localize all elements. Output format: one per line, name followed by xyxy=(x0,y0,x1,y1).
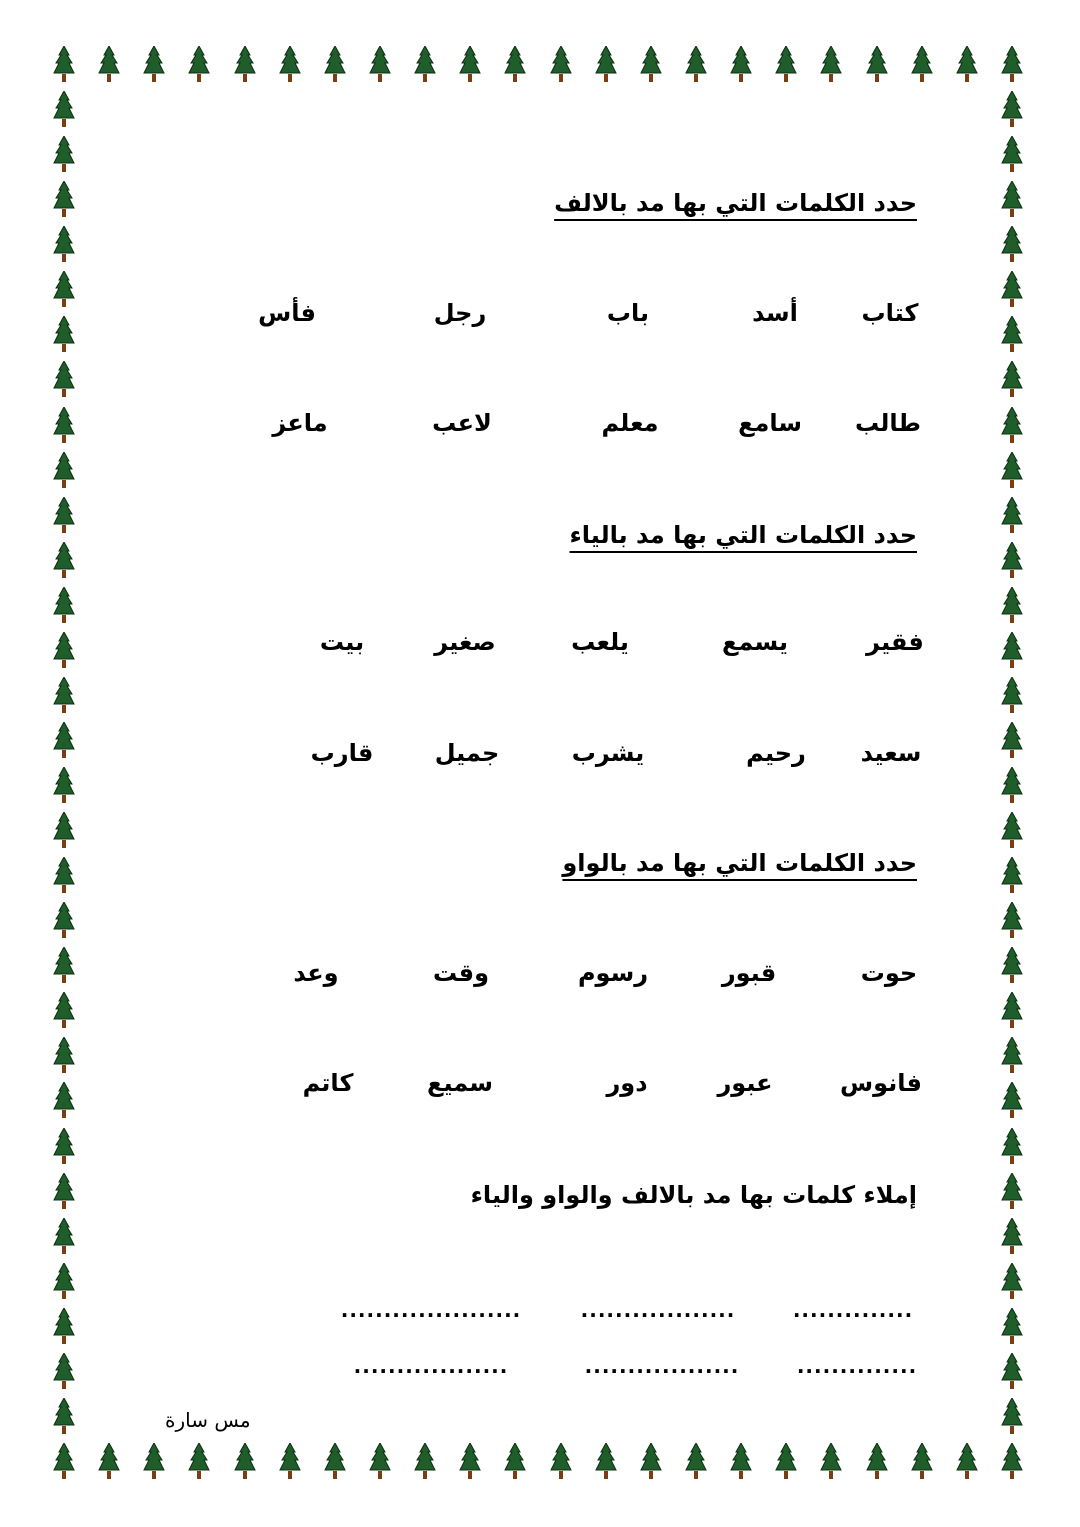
tree-icon xyxy=(143,1443,165,1479)
section-heading: حدد الكلمات التي بها مد بالواو xyxy=(562,849,917,877)
tree-icon xyxy=(324,1443,346,1479)
tree-icon xyxy=(595,1443,617,1479)
tree-icon xyxy=(1001,1037,1023,1073)
tree-icon xyxy=(550,46,572,82)
dictation-blank: .................. xyxy=(353,1354,509,1378)
tree-icon xyxy=(53,91,75,127)
tree-icon xyxy=(188,46,210,82)
word: دور xyxy=(606,1069,648,1097)
tree-icon xyxy=(53,857,75,893)
tree-icon xyxy=(1001,181,1023,217)
tree-icon xyxy=(53,1037,75,1073)
tree-icon xyxy=(1001,91,1023,127)
tree-icon xyxy=(53,722,75,758)
word: حوت xyxy=(860,959,918,987)
tree-icon xyxy=(866,1443,888,1479)
tree-icon xyxy=(1001,361,1023,397)
tree-icon xyxy=(1001,316,1023,352)
tree-icon xyxy=(1001,1308,1023,1344)
tree-icon xyxy=(53,407,75,443)
tree-icon xyxy=(324,46,346,82)
word: رسوم xyxy=(577,959,649,987)
tree-icon xyxy=(279,46,301,82)
tree-icon xyxy=(685,46,707,82)
tree-icon xyxy=(53,46,75,82)
tree-icon xyxy=(53,1082,75,1118)
tree-icon xyxy=(53,1398,75,1434)
tree-icon xyxy=(143,46,165,82)
tree-icon xyxy=(459,46,481,82)
tree-icon xyxy=(1001,497,1023,533)
word: معلم xyxy=(601,409,659,437)
tree-icon xyxy=(1001,632,1023,668)
tree-icon xyxy=(53,1353,75,1389)
tree-icon xyxy=(53,542,75,578)
word: كاتم xyxy=(302,1069,354,1097)
tree-icon xyxy=(1001,407,1023,443)
word: جميل xyxy=(434,739,500,767)
tree-icon xyxy=(504,46,526,82)
tree-icon xyxy=(53,587,75,623)
word: ماعز xyxy=(272,409,328,437)
tree-icon xyxy=(1001,812,1023,848)
word: وعد xyxy=(293,959,339,987)
word: أسد xyxy=(752,299,798,327)
tree-icon xyxy=(550,1443,572,1479)
tree-icon xyxy=(369,46,391,82)
tree-icon xyxy=(775,46,797,82)
word: باب xyxy=(606,299,650,327)
tree-icon xyxy=(234,1443,256,1479)
tree-icon xyxy=(53,1173,75,1209)
word: صغير xyxy=(434,628,496,656)
tree-icon xyxy=(1001,992,1023,1028)
tree-icon xyxy=(53,181,75,217)
word: رحيم xyxy=(746,739,806,767)
tree-icon xyxy=(53,767,75,803)
tree-icon xyxy=(1001,1398,1023,1434)
tree-icon xyxy=(1001,226,1023,262)
word: فأس xyxy=(258,299,316,327)
tree-icon xyxy=(53,632,75,668)
tree-icon xyxy=(279,1443,301,1479)
tree-icon xyxy=(53,1308,75,1344)
section-heading: حدد الكلمات التي بها مد بالياء xyxy=(569,521,917,549)
tree-icon xyxy=(1001,46,1023,82)
tree-icon xyxy=(1001,1263,1023,1299)
tree-icon xyxy=(1001,1218,1023,1254)
tree-icon xyxy=(53,361,75,397)
tree-icon xyxy=(1001,1082,1023,1118)
tree-icon xyxy=(414,46,436,82)
tree-icon xyxy=(53,271,75,307)
tree-icon xyxy=(595,46,617,82)
tree-icon xyxy=(820,46,842,82)
tree-icon xyxy=(685,1443,707,1479)
word: سامع xyxy=(738,409,802,437)
word: كتاب xyxy=(861,299,919,327)
tree-icon xyxy=(53,812,75,848)
tree-icon xyxy=(1001,542,1023,578)
tree-icon xyxy=(730,46,752,82)
tree-icon xyxy=(234,46,256,82)
word: طالب xyxy=(854,409,922,437)
tree-icon xyxy=(1001,677,1023,713)
teacher-signature: مس سارة xyxy=(165,1408,251,1432)
tree-icon xyxy=(1001,947,1023,983)
word: يشرب xyxy=(571,739,645,767)
tree-icon xyxy=(730,1443,752,1479)
word: وقت xyxy=(432,959,490,987)
tree-icon xyxy=(188,1443,210,1479)
tree-icon xyxy=(369,1443,391,1479)
tree-icon xyxy=(459,1443,481,1479)
dictation-blank: ..................... xyxy=(340,1298,522,1322)
word: فانوس xyxy=(840,1069,922,1097)
tree-icon xyxy=(640,1443,662,1479)
tree-icon xyxy=(1001,1173,1023,1209)
word: عبور xyxy=(717,1069,773,1097)
word: قبور xyxy=(721,959,777,987)
tree-icon xyxy=(53,316,75,352)
word: قارب xyxy=(310,739,374,767)
tree-icon xyxy=(956,46,978,82)
word: لاعب xyxy=(432,409,492,437)
tree-icon xyxy=(1001,857,1023,893)
tree-icon xyxy=(1001,587,1023,623)
tree-icon xyxy=(1001,271,1023,307)
tree-icon xyxy=(53,677,75,713)
tree-icon xyxy=(775,1443,797,1479)
dictation-blank: .................. xyxy=(580,1298,736,1322)
tree-icon xyxy=(53,1128,75,1164)
section-heading: حدد الكلمات التي بها مد بالالف xyxy=(554,189,917,217)
tree-icon xyxy=(1001,1443,1023,1479)
tree-icon xyxy=(414,1443,436,1479)
word: سعيد xyxy=(860,739,922,767)
tree-icon xyxy=(53,497,75,533)
word: فقير xyxy=(866,628,924,656)
tree-icon xyxy=(98,46,120,82)
dictation-heading: إملاء كلمات بها مد بالالف والواو والياء xyxy=(470,1181,917,1209)
dictation-blank: .............. xyxy=(792,1298,914,1322)
tree-icon xyxy=(504,1443,526,1479)
word: يسمع xyxy=(722,628,788,656)
tree-icon xyxy=(98,1443,120,1479)
tree-icon xyxy=(1001,722,1023,758)
tree-icon xyxy=(1001,136,1023,172)
word: بيت xyxy=(319,628,365,656)
tree-icon xyxy=(911,46,933,82)
tree-icon xyxy=(866,46,888,82)
tree-icon xyxy=(820,1443,842,1479)
tree-icon xyxy=(53,992,75,1028)
tree-icon xyxy=(53,947,75,983)
word: يلعب xyxy=(571,628,629,656)
tree-icon xyxy=(1001,902,1023,938)
tree-icon xyxy=(956,1443,978,1479)
tree-icon xyxy=(911,1443,933,1479)
tree-icon xyxy=(53,1218,75,1254)
tree-icon xyxy=(1001,1353,1023,1389)
tree-icon xyxy=(53,452,75,488)
tree-icon xyxy=(1001,1128,1023,1164)
tree-icon xyxy=(53,1263,75,1299)
tree-icon xyxy=(1001,767,1023,803)
word: سميع xyxy=(427,1069,493,1097)
dictation-blank: .................. xyxy=(584,1354,740,1378)
tree-icon xyxy=(1001,452,1023,488)
word: رجل xyxy=(433,299,487,327)
dictation-blank: .............. xyxy=(796,1354,918,1378)
tree-icon xyxy=(53,136,75,172)
tree-icon xyxy=(53,902,75,938)
tree-icon xyxy=(53,1443,75,1479)
tree-icon xyxy=(640,46,662,82)
tree-icon xyxy=(53,226,75,262)
